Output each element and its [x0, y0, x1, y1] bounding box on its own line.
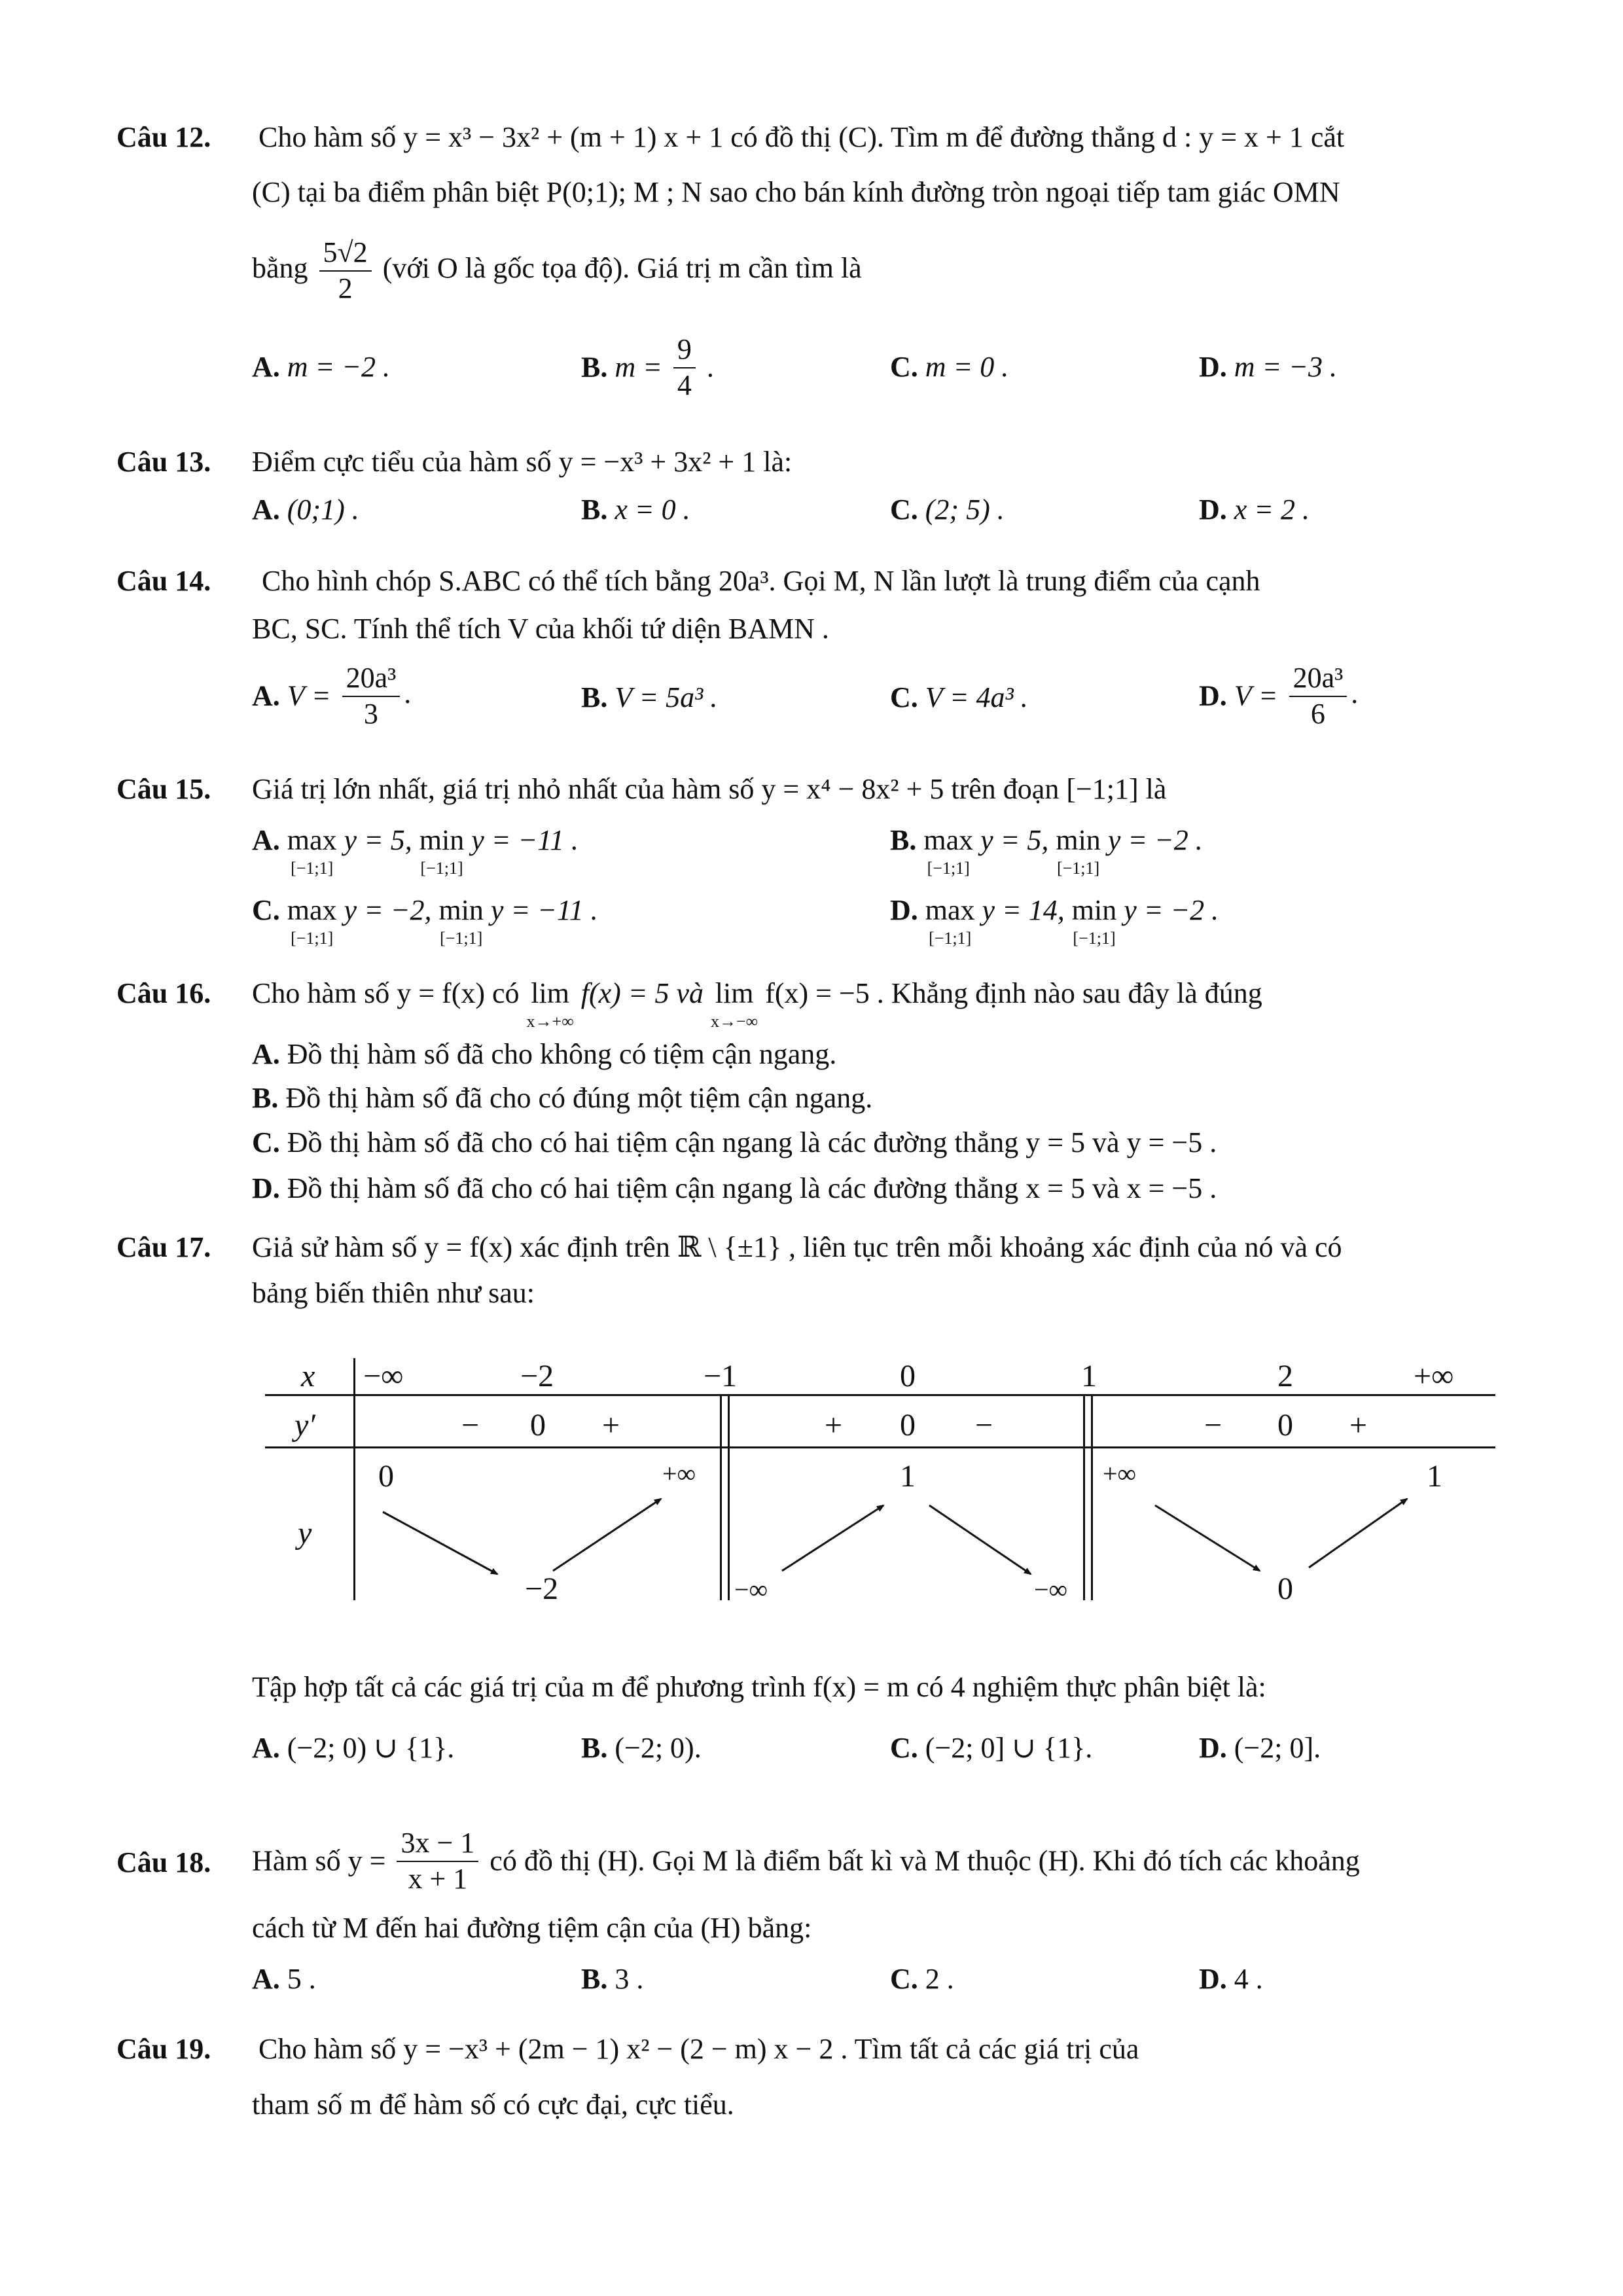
- question-18-line-1: Hàm số y = $\frac{3x - 1}{x + 1}$ có đồ thị (H). Gọi M là điểm bất kì và M thuộc (H). Khi đó tích các khoảng: [252, 1827, 1360, 1895]
- y-value: 1: [1427, 1459, 1442, 1494]
- y-value: +∞: [662, 1459, 696, 1488]
- y-value: +∞: [1103, 1459, 1137, 1488]
- question-13-line-1: Điểm cực tiểu của hàm số y = −x³ + 3x² + 1 là:: [252, 446, 793, 478]
- question-15-number: Câu 15.: [116, 773, 211, 805]
- table-x-label: x: [301, 1359, 315, 1393]
- question-14-line-1: Cho hình chóp S.ABC có thể tích bằng 20a³. Gọi M, N lần lượt là trung điểm của cạnh: [262, 565, 1260, 597]
- question-14-option-a[interactable]: A. V = $\frac{\text{20a³}}{3}$ .: [252, 662, 412, 730]
- question-16-line-1: Cho hàm số y = f(x) có lim x→+∞ f(x) = 5 và lim x→−∞ f(x) = −5 . Khẳng định nào sau đây là đúng: [252, 977, 1262, 1031]
- question-17-number: Câu 17.: [116, 1231, 211, 1263]
- question-16-option-d[interactable]: D. Đồ thị hàm số đã cho có hai tiệm cận ngang là các đường thẳng x = 5 và x = −5 .: [252, 1172, 1217, 1204]
- question-17-option-c[interactable]: C. (−2; 0] ∪ {1}.: [890, 1732, 1093, 1764]
- yprime-sign: +: [1349, 1408, 1368, 1443]
- arrow-increasing: [1309, 1499, 1407, 1568]
- question-14-option-b[interactable]: B. V = 5a³ .: [581, 681, 718, 713]
- question-12-line-1: Cho hàm số y = x³ − 3x² + (m + 1) x + 1 có đồ thị (C). Tìm m để đường thẳng d : y = x + 1 cắt: [259, 121, 1345, 153]
- question-17-option-d[interactable]: D. (−2; 0].: [1199, 1732, 1321, 1764]
- question-18-option-d[interactable]: D. 4 .: [1199, 1963, 1263, 1995]
- question-19-line-2: tham số m để hàm số có cực đại, cực tiểu.: [252, 2089, 734, 2121]
- question-18-option-b[interactable]: B. 3 .: [581, 1963, 644, 1995]
- question-12-option-d[interactable]: D. m = −3 .: [1199, 351, 1337, 383]
- question-17-option-a[interactable]: A. (−2; 0) ∪ {1}.: [252, 1732, 455, 1764]
- radius-numerator: 5√2: [319, 236, 372, 272]
- question-17-option-b[interactable]: B. (−2; 0).: [581, 1732, 702, 1764]
- question-15-option-c[interactable]: C. max [−1;1] y = −2, min [−1;1] y = −11 .: [252, 894, 598, 948]
- table-y-label: y: [298, 1516, 312, 1551]
- arrow-increasing: [782, 1505, 883, 1571]
- yprime-sign: 0: [900, 1408, 916, 1443]
- question-13-option-b[interactable]: B. x = 0 .: [581, 493, 690, 526]
- question-15-option-d[interactable]: D. max [−1;1] y = 14, min [−1;1] y = −2 .: [890, 894, 1219, 948]
- question-12-option-c[interactable]: C. m = 0 .: [890, 351, 1009, 383]
- question-13-option-a[interactable]: A. (0;1) .: [252, 493, 359, 526]
- y-value: 0: [1277, 1571, 1293, 1606]
- question-12-line-3-prefix: bằng: [252, 251, 308, 284]
- question-17-after-table: Tập hợp tất cả các giá trị của m để phương trình f(x) = m có 4 nghiệm thực phân biệt là:: [252, 1671, 1266, 1703]
- question-16-option-c[interactable]: C. Đồ thị hàm số đã cho có hai tiệm cận ngang là các đường thẳng y = 5 và y = −5 .: [252, 1126, 1217, 1158]
- question-14-option-c[interactable]: C. V = 4a³ .: [890, 681, 1028, 713]
- question-17-line-1: Giả sử hàm số y = f(x) xác định trên ℝ \ {±1} , liên tục trên mỗi khoảng xác định của nó và có: [252, 1231, 1342, 1263]
- x-value: 0: [900, 1359, 916, 1393]
- yprime-sign: 0: [530, 1408, 546, 1443]
- yprime-sign: −: [1204, 1408, 1222, 1443]
- question-16-number: Câu 16.: [116, 977, 211, 1009]
- x-value: 1: [1081, 1359, 1097, 1393]
- y-value: −∞: [734, 1575, 768, 1604]
- question-18-option-c[interactable]: C. 2 .: [890, 1963, 954, 1995]
- question-14-option-d[interactable]: D. V = $\frac{\text{20a³}}{6}$ .: [1199, 662, 1359, 730]
- arrow-decreasing: [383, 1512, 497, 1574]
- question-12-line-3-rest: (với O là gốc tọa độ). Giá trị m cần tìm là: [382, 251, 862, 284]
- x-value: −∞: [363, 1359, 404, 1393]
- question-14-number: Câu 14.: [116, 565, 211, 597]
- question-16-option-a[interactable]: A. Đồ thị hàm số đã cho không có tiệm cận ngang.: [252, 1038, 837, 1070]
- question-18-number: Câu 18.: [116, 1846, 211, 1878]
- yprime-sign: +: [602, 1408, 620, 1443]
- question-16-option-b[interactable]: B. Đồ thị hàm số đã cho có đúng một tiệm cận ngang.: [252, 1082, 873, 1114]
- x-value: −1: [704, 1359, 738, 1393]
- yprime-sign: 0: [1277, 1408, 1293, 1443]
- y-value: −∞: [1034, 1575, 1068, 1604]
- yprime-sign: −: [461, 1408, 480, 1443]
- question-13-option-d[interactable]: D. x = 2 .: [1199, 493, 1310, 526]
- arrow-increasing: [553, 1499, 661, 1571]
- y-value: −2: [525, 1571, 559, 1606]
- question-12-option-b[interactable]: B. m = $\frac{9}{4}$ .: [581, 333, 714, 401]
- x-value: −2: [520, 1359, 554, 1393]
- question-12-option-a[interactable]: A. m = −2 .: [252, 351, 390, 383]
- question-13-option-c[interactable]: C. (2; 5) .: [890, 493, 1005, 526]
- x-value: 2: [1277, 1359, 1293, 1393]
- question-14-line-2: BC, SC. Tính thể tích V của khối tứ diện BAMN .: [252, 613, 829, 645]
- question-15-option-a[interactable]: A. max [−1;1] y = 5, min [−1;1] y = −11 .: [252, 824, 579, 878]
- x-value: +∞: [1414, 1359, 1454, 1393]
- question-12-line-2: (C) tại ba điểm phân biệt P(0;1); M ; N sao cho bán kính đường tròn ngoại tiếp tam giác OMN: [252, 176, 1340, 208]
- y-value: 1: [900, 1459, 916, 1494]
- question-18-line-2: cách từ M đến hai đường tiệm cận của (H) bằng:: [252, 1912, 812, 1944]
- arrow-decreasing: [1155, 1505, 1260, 1571]
- question-17-line-2: bảng biến thiên như sau:: [252, 1277, 535, 1309]
- question-15-option-b[interactable]: B. max [−1;1] y = 5, min [−1;1] y = −2 .: [890, 824, 1203, 878]
- yprime-sign: −: [975, 1408, 993, 1443]
- question-13-number: Câu 13.: [116, 446, 211, 478]
- radius-denominator: 2: [338, 272, 353, 304]
- question-19-line-1: Cho hàm số y = −x³ + (2m − 1) x² − (2 − m) x − 2 . Tìm tất cả các giá trị của: [259, 2033, 1139, 2065]
- yprime-sign: +: [825, 1408, 843, 1443]
- table-yprime-label: y′: [294, 1408, 315, 1443]
- question-18-option-a[interactable]: A. 5 .: [252, 1963, 316, 1995]
- question-19-number: Câu 19.: [116, 2033, 211, 2065]
- question-12-number: Câu 12.: [116, 121, 211, 153]
- y-value: 0: [378, 1459, 394, 1494]
- question-15-line-1: Giá trị lớn nhất, giá trị nhỏ nhất của hàm số y = x⁴ − 8x² + 5 trên đoạn [−1;1] là: [252, 773, 1167, 805]
- arrow-decreasing: [929, 1505, 1031, 1574]
